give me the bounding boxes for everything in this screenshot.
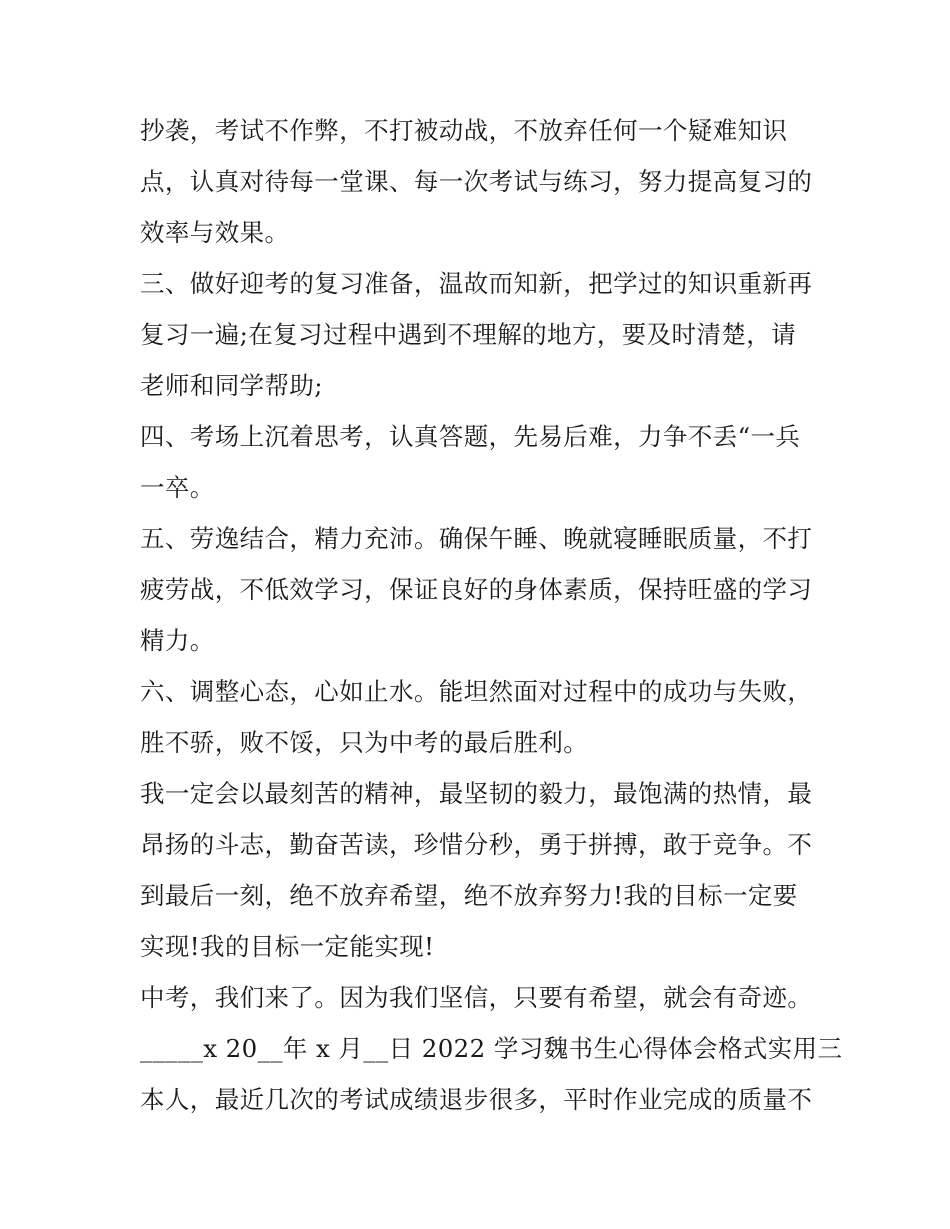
text-line: 本人，最近几次的考试成绩退步很多，平时作业完成的质量不: [140, 1085, 813, 1114]
text-line: 三、做好迎考的复习准备，温故而知新，把学过的知识重新再: [140, 269, 813, 298]
text-line: 昂扬的斗志，勤奋苦读，珍惜分秒，勇于拼搏，敢于竞争。不: [140, 830, 813, 859]
text-line: 抄袭，考试不作弊，不打被动战，不放弃任何一个疑难知识: [140, 116, 788, 145]
text-line: 胜不骄，败不馁，只为中考的最后胜利。: [140, 728, 589, 757]
text-line: 一卒。: [140, 473, 215, 502]
text-line: 点，认真对待每一堂课、每一次考试与练习，努力提高复习的: [140, 167, 813, 196]
text-line: 精力。: [140, 626, 215, 655]
text-line: 五、劳逸结合，精力充沛。确保午睡、晚就寝睡眠质量，不打: [140, 524, 813, 553]
text-line: 我一定会以最刻苦的精神，最坚韧的毅力，最饱满的热情，最: [140, 779, 813, 808]
text-line: 中考，我们来了。因为我们坚信，只要有希望，就会有奇迹。: [140, 983, 813, 1012]
text-line: 老师和同学帮助;: [140, 371, 323, 400]
text-line: 复习一遍;在复习过程中遇到不理解的地方，要及时清楚，请: [140, 320, 797, 349]
text-line: 四、考场上沉着思考，认真答题，先易后难，力争不丢“一兵: [140, 422, 801, 451]
text-line: 实现!我的目标一定能实现!: [140, 932, 435, 961]
document-body: [140, 105, 843, 1125]
text-line: 六、调整心态，心如止水。能坦然面对过程中的成功与失败，: [140, 677, 813, 706]
text-line: _____x 20__年 x 月__日 2022 学习魏书生心得体会格式实用三: [140, 1034, 843, 1063]
text-line: 效率与效果。: [140, 218, 290, 247]
text-line: 到最后一刻，绝不放弃希望，绝不放弃努力!我的目标一定要: [140, 881, 798, 910]
text-line: 疲劳战，不低效学习，保证良好的身体素质，保持旺盛的学习: [140, 575, 813, 604]
